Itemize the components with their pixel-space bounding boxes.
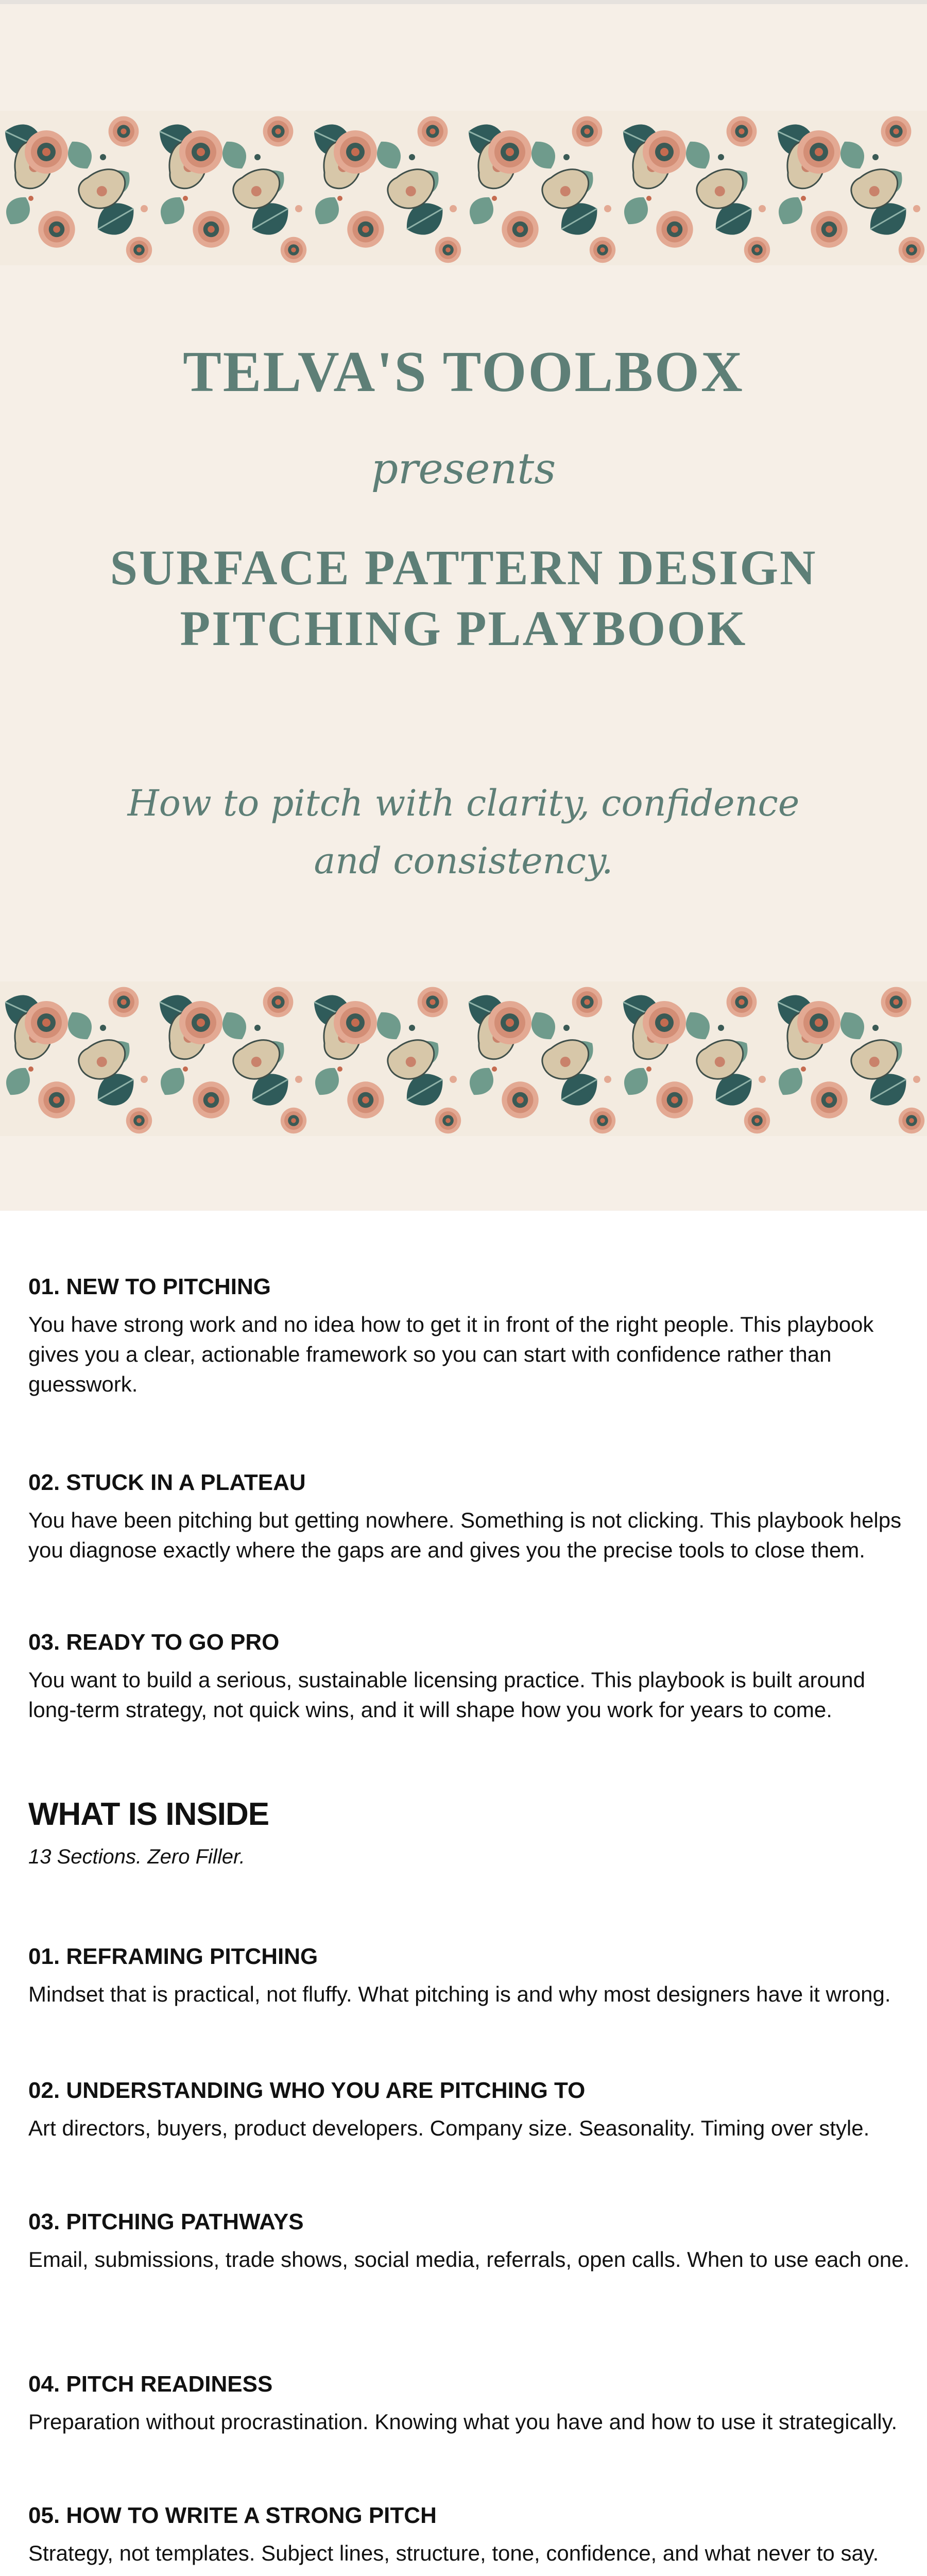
section-item — [28, 2076, 914, 2143]
hero-subtitle-line-1: SURFACE PATTERN DESIGN — [110, 540, 817, 595]
what-is-inside — [28, 1795, 914, 1871]
hero-title: TELVA'S TOOLBOX — [183, 340, 744, 404]
section-heading: 01. REFRAMING PITCHING — [28, 1944, 318, 1969]
audience-text: You want to build a serious, sustainable licensing practice. This playbook is built around long-term strategy, not quick wins, and it will shape how you work for years to come. — [28, 1668, 865, 1722]
floral-pattern-band-bottom — [0, 981, 927, 1136]
audience-text: You have strong work and no idea how to get it in front of the right people. This playbook gives you a clear, actionable framework so you can start with confidence rather than guesswork. — [28, 1312, 874, 1396]
audience-heading: 01. NEW TO PITCHING — [28, 1274, 271, 1299]
hero-subtitle-line-2: PITCHING PLAYBOOK — [180, 601, 747, 656]
section-text: Strategy, not templates. Subject lines, structure, tone, confidence, and what never to say. — [28, 2541, 879, 2565]
section-item — [28, 1942, 914, 2009]
section-heading: 02. UNDERSTANDING WHO YOU ARE PITCHING TO — [28, 2078, 586, 2103]
what-is-inside-subtitle: 13 Sections. Zero Filler. — [28, 1845, 245, 1868]
floral-pattern-image — [0, 111, 927, 265]
audience-heading: 03. READY TO GO PRO — [28, 1630, 280, 1655]
hero-banner — [0, 0, 927, 1211]
section-heading: 04. PITCH READINESS — [28, 2371, 273, 2397]
audience-text: You have been pitching but getting nowhere. Something is not clicking. This playbook helps you diagnose exactly where the gaps are and gives you the precise tools to close them. — [28, 1508, 902, 1562]
audience-heading: 02. STUCK IN A PLATEAU — [28, 1470, 306, 1495]
section-text: Preparation without procrastination. Knowing what you have and how to use it strategically. — [28, 2410, 898, 2434]
section-heading: 05. HOW TO WRITE A STRONG PITCH — [28, 2503, 437, 2528]
what-is-inside-title: WHAT IS INSIDE — [28, 1797, 269, 1832]
section-item — [28, 2370, 914, 2437]
audience-item — [28, 1468, 914, 1565]
floral-pattern-image — [0, 981, 927, 1136]
section-text: Email, submissions, trade shows, social media, referrals, open calls. When to use each one. — [28, 2247, 910, 2272]
audience-item — [28, 1628, 914, 1725]
audience-item — [28, 1273, 914, 1399]
section-text: Art directors, buyers, product developers. Company size. Seasonality. Timing over style. — [28, 2116, 870, 2140]
section-heading: 03. PITCHING PATHWAYS — [28, 2209, 304, 2234]
floral-pattern-band-top — [0, 111, 927, 265]
section-text: Mindset that is practical, not fluffy. What pitching is and why most designers have it wrong. — [28, 1982, 891, 2006]
hero-presents: presents — [371, 445, 556, 494]
section-item — [28, 2501, 914, 2568]
hero-tagline: How to pitch with clarity, confidence and consistency. — [127, 782, 800, 882]
section-item — [28, 2208, 914, 2275]
hero-subtitle — [0, 537, 927, 659]
